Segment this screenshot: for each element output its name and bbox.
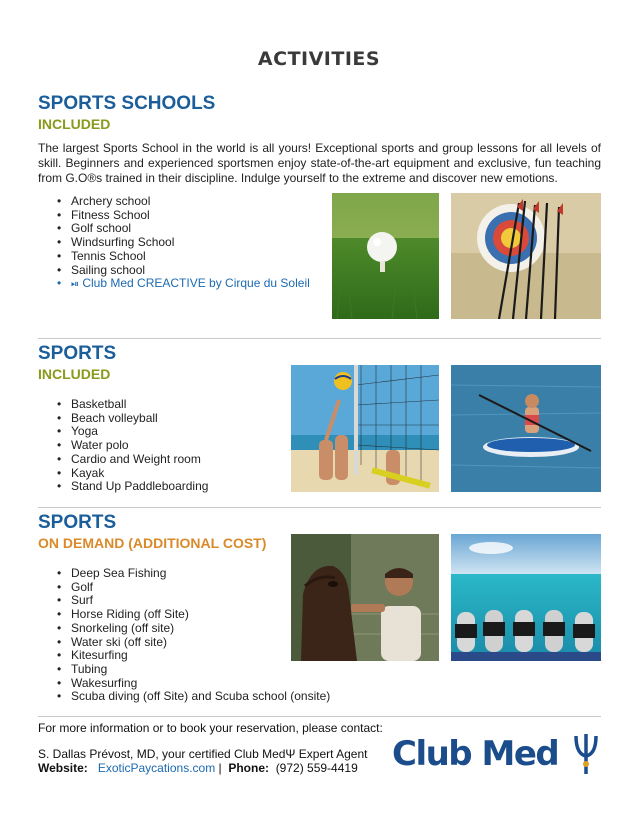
- sports-on-demand-list: [38, 567, 330, 704]
- list-item: • Surf: [38, 594, 330, 608]
- trident-icon: [572, 732, 600, 776]
- list-item: • Deep Sea Fishing: [38, 567, 330, 581]
- kayak-photo: [451, 365, 601, 492]
- separator: |: [218, 761, 222, 775]
- list-item: • Golf: [38, 581, 330, 595]
- sports-included-subtitle: INCLUDED: [38, 366, 111, 382]
- list-item: • Yoga: [38, 425, 208, 439]
- list-item: • Water polo: [38, 439, 208, 453]
- sports-schools-list: [38, 195, 310, 292]
- logo-wordmark: Club Med: [392, 734, 559, 774]
- website-label: Website:: [38, 761, 88, 775]
- list-item: • Archery school: [38, 195, 310, 209]
- list-item: • Basketball: [38, 398, 208, 412]
- list-item: • Golf school: [38, 222, 310, 236]
- contact-line: For more information or to book your reservation, please contact:: [38, 721, 383, 735]
- contact-details: [38, 761, 358, 775]
- creactive-link-label: Club Med CREACTIVE by Cirque du Soleil: [82, 276, 310, 291]
- list-item: • Fitness School: [38, 209, 310, 223]
- page-title: ACTIVITIES: [257, 48, 381, 70]
- phone-number: (972) 559-4419: [275, 761, 358, 775]
- list-item: • Tubing: [38, 663, 330, 677]
- agent-line: S. Dallas Prévost, MD, your certified Club MedΨ Expert Agent: [38, 747, 368, 761]
- list-item: • Scuba diving (off Site) and Scuba school (onsite): [38, 690, 330, 704]
- video-play-icon: ⏯: [71, 279, 79, 291]
- club-med-logo: [392, 732, 604, 776]
- list-item: • Tennis School: [38, 250, 310, 264]
- list-item: • Cardio and Weight room: [38, 453, 208, 467]
- list-item: • Kayak: [38, 467, 208, 481]
- sports-schools-intro: The largest Sports School in the world is all yours! Exceptional sports and group lessons for all levels of skill. Beginners and experienced sportsmen enjoy state-of-the-art equipment and exclusive, fun teaching from G.O®s trained in their discipline. Indulge yourself to the extreme and discover new emotions.: [38, 141, 601, 185]
- list-item: • Sailing school: [38, 264, 310, 278]
- sports-on-demand-subtitle: ON DEMAND (ADDITIONAL COST): [38, 535, 267, 551]
- sports-on-demand-title: SPORTS: [38, 512, 117, 533]
- creactive-link[interactable]: [38, 277, 310, 292]
- divider: [38, 716, 601, 717]
- list-item: • Water ski (off site): [38, 636, 330, 650]
- list-item: • Wakesurfing: [38, 677, 330, 691]
- website-link[interactable]: ExoticPaycations.com: [97, 761, 216, 775]
- list-item: • Horse Riding (off Site): [38, 608, 330, 622]
- beach-volleyball-photo: [291, 365, 439, 492]
- divider: [38, 507, 601, 508]
- horse-riding-photo: [291, 534, 439, 661]
- scuba-tanks-photo: [451, 534, 601, 661]
- sports-included-title: SPORTS: [38, 343, 117, 364]
- phone-label: Phone:: [228, 761, 270, 775]
- list-item: • Kitesurfing: [38, 649, 330, 663]
- sports-schools-subtitle: INCLUDED: [38, 116, 111, 132]
- archery-target-photo: [451, 193, 601, 319]
- sports-schools-title: SPORTS SCHOOLS: [38, 93, 216, 114]
- list-item: • Beach volleyball: [38, 412, 208, 426]
- sports-included-list: [38, 398, 208, 494]
- list-item: • Stand Up Paddleboarding: [38, 480, 208, 494]
- golf-ball-photo: [332, 193, 439, 319]
- list-item: • Snorkeling (off site): [38, 622, 330, 636]
- list-item: • Windsurfing School: [38, 236, 310, 250]
- divider: [38, 338, 601, 339]
